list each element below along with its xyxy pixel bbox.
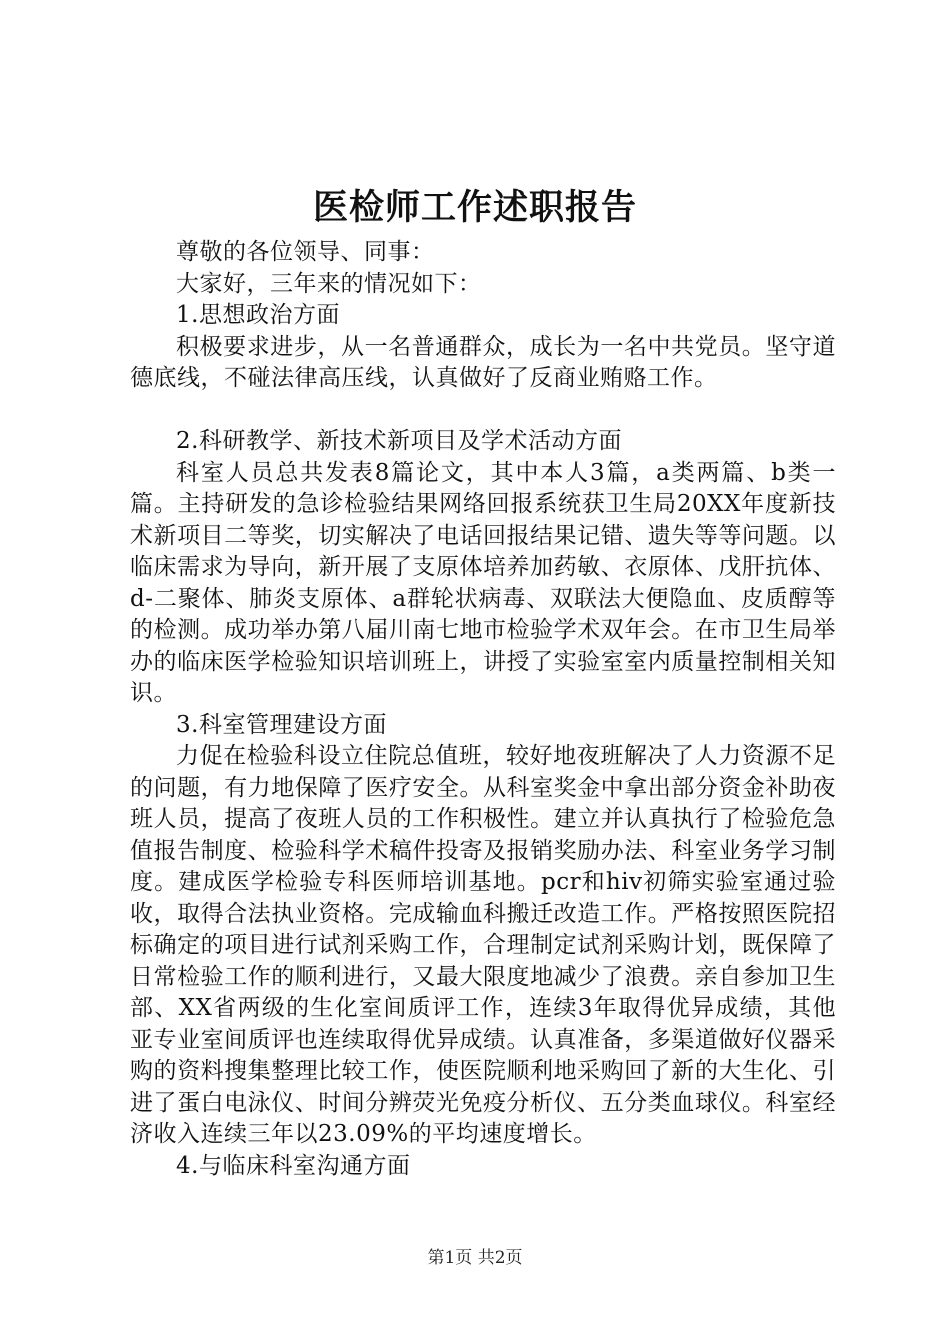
paragraph-spacer [130,395,836,427]
paragraph-research: 科室人员总共发表8篇论文，其中本人3篇，a类两篇、b类一篇。主持研发的急诊检验结果网络回报系统获卫生局20XX年度新技术新项目二等奖，切实解决了电话回报结果记错、遗失等等问题。以临床需求为导向，新开展了支原体培养加药敏、衣原体、戊肝抗体、d-二聚体、肺炎支原体、a群轮状病毒、双联法大便隐血、皮质醇等的检测。成功举办第八届川南七地市检验学术双年会。在市卫生局举办的临床医学检验知识培训班上，讲授了实验室室内质量控制相关知识。 [130,459,836,706]
paragraph-politics: 积极要求进步，从一名普通群众，成长为一名中共党员。坚守道德底线，不碰法律高压线，认真做好了反商业贿赂工作。 [130,333,836,391]
section-heading-management: 3.科室管理建设方面 [176,711,387,738]
document-body [130,237,836,1182]
page-number-footer: 第1页 共2页 [427,1248,523,1268]
salutation: 尊敬的各位领导、同事： [176,239,435,265]
section-heading-politics: 1.思想政治方面 [176,302,340,328]
document-title: 医检师工作述职报告 [312,187,637,228]
paragraph-management: 力促在检验科设立住院总值班，较好地夜班解决了人力资源不足的问题，有力地保障了医疗安全。从科室奖金中拿出部分资金补助夜班人员，提高了夜班人员的工作积极性。建立并认真执行了检验危急值报告制度、检验科学术稿件投寄及报销奖励办法、科室业务学习制度。建成医学检验专科医师培训基地。pcr和hiv初筛实验室通过验收，取得合法执业资格。完成输血科搬迁改造工作。严格按照医院招标确定的项目进行试剂采购工作，合理制定试剂采购计划，既保障了日常检验工作的顺利进行，又最大限度地减少了浪费。亲自参加卫生部、XX省两级的生化室间质评工作，连续3年取得优异成绩，其他亚专业室间质评也连续取得优异成绩。认真准备，多渠道做好仪器采购的资料搜集整理比较工作，使医院顺利地采购回了新的大生化、引进了蛋白电泳仪、时间分辨荧光免疫分析仪、五分类血球仪。科室经济收入连续三年以23.09%的平均速度增长。 [130,743,836,1147]
section-heading-research: 2.科研教学、新技术新项目及学术活动方面 [176,428,622,454]
section-heading-communication: 4.与临床科室沟通方面 [176,1152,411,1179]
greeting: 大家好，三年来的情况如下： [176,270,482,297]
